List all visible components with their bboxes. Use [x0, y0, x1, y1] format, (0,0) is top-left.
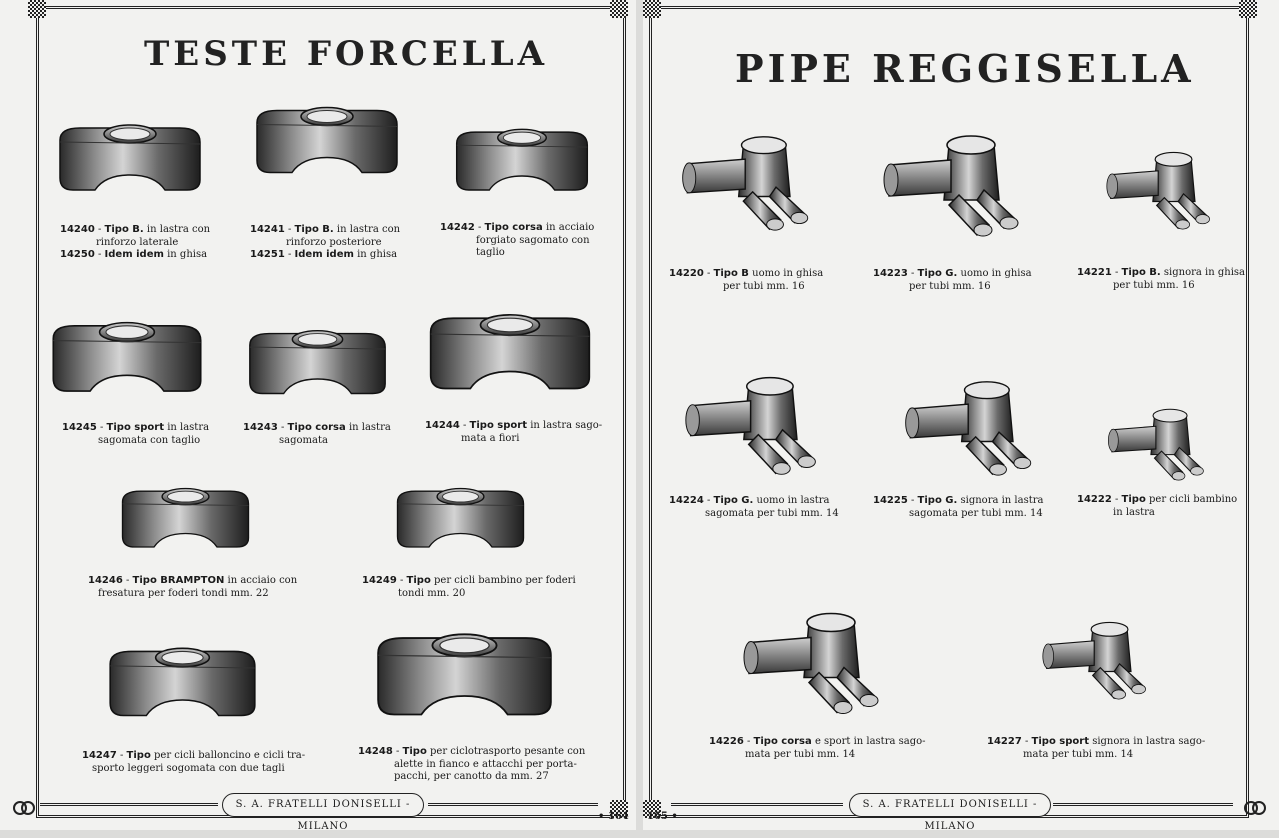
item-caption: 14222 - Tipo per cicli bambino in lastra [1077, 494, 1238, 518]
item-desc: per cicli bambino per foderi [434, 575, 576, 586]
item-desc: per cicli bambino [1149, 494, 1238, 505]
item-caption: 14242 - Tipo corsa in acciaio forgiato sagomato con taglio [440, 222, 595, 258]
item-desc: in acciaio [545, 222, 595, 233]
item-desc-line: sagomata per tubi mm. 14 [705, 507, 839, 519]
footer-rule [671, 803, 843, 806]
item-desc-line: sagomata [279, 434, 328, 446]
item-code: 14248 [358, 746, 393, 757]
item-name: Tipo B [713, 268, 749, 279]
item-desc-line: alette in fianco e attacchi per porta- [394, 758, 577, 770]
fork-crown-image [245, 322, 390, 412]
fork-crown-image [55, 120, 205, 210]
item-caption: 14241 - Tipo B. in lastra con rinforzo posteriore 14251 - Idem idem in ghisa [250, 224, 401, 260]
item-desc-line: sporto leggeri sogomata con due tagli [92, 762, 285, 774]
item-code: 14250 [60, 249, 95, 260]
item-name: Tipo B. [104, 224, 144, 235]
item-desc: in ghisa [167, 249, 208, 260]
item-desc: in lastra con [336, 224, 401, 235]
seat-lug-image [739, 605, 889, 725]
item-code: 14226 [709, 736, 744, 747]
item-name: Tipo sport [469, 420, 527, 431]
publisher-footer: S. A. FRATELLI DONISELLI - MILANO [849, 793, 1051, 817]
item-name: Tipo sport [106, 422, 164, 433]
item-name: Tipo G. [917, 495, 958, 506]
item-name: Tipo [406, 575, 431, 586]
item-name: Tipo corsa [287, 422, 346, 433]
footer-rule [1053, 803, 1233, 806]
item-caption: 14245 - Tipo sport in lastra sagomata con taglio [62, 422, 210, 446]
fork-crown-image [372, 625, 557, 735]
item-name: Tipo corsa [484, 222, 543, 233]
item-desc-line: mata per tubi mm. 14 [745, 748, 856, 760]
item-desc: in acciaio con [227, 575, 298, 586]
item-caption: 14223 - Tipo G. uomo in ghisa per tubi mm. 16 [873, 268, 1032, 292]
corner-ornament [643, 0, 661, 18]
item-caption: 14247 - Tipo per cicli balloncino e cicli tra- sporto leggeri sogomata con due tagli [82, 750, 306, 774]
item-desc-line: per tubi mm. 16 [723, 280, 805, 292]
item-desc-line: taglio [476, 247, 505, 258]
item-desc: per ciclotrasporto pesante con [430, 746, 586, 757]
item-name: Idem idem [104, 249, 164, 260]
item-caption: 14248 - Tipo per ciclotrasporto pesante con alette in fianco e attacchi per porta- pacchi, per canotto da mm. 27 [358, 746, 586, 782]
fork-crown-image [252, 95, 402, 195]
item-code: 14224 [669, 495, 704, 506]
publisher-footer: S. A. FRATELLI DONISELLI - MILANO [222, 793, 424, 817]
seat-lug-image [1039, 600, 1154, 725]
item-desc: in lastra sago- [530, 420, 603, 431]
item-code: 14240 [60, 224, 95, 235]
item-code: 14243 [243, 422, 278, 433]
corner-ornament [1239, 0, 1257, 18]
page-number: • 164 [598, 811, 629, 822]
item-code: 14221 [1077, 267, 1112, 278]
page-title: PIPE REGGISELLA [735, 46, 1195, 91]
fork-crown-image [48, 312, 206, 412]
page-title: TESTE FORCELLA [144, 34, 549, 74]
item-code: 14222 [1077, 494, 1112, 505]
item-desc-line: tondi mm. 20 [398, 587, 466, 599]
item-caption: 14243 - Tipo corsa in lastra sagomata [243, 422, 391, 446]
item-caption: 14227 - Tipo sport signora in lastra sago- mata per tubi mm. 14 [987, 736, 1206, 760]
item-desc-line: in lastra [1113, 506, 1155, 518]
fork-crown-image [425, 302, 595, 412]
item-caption: 14240 - Tipo B. in lastra con rinforzo laterale 14250 - Idem idem in ghisa [60, 224, 211, 260]
item-caption: 14226 - Tipo corsa e sport in lastra sago- mata per tubi mm. 14 [709, 736, 926, 760]
item-name: Tipo G. [917, 268, 958, 279]
seat-lug-image [1098, 405, 1218, 485]
item-code: 14247 [82, 750, 117, 761]
item-desc-line: per tubi mm. 16 [909, 280, 991, 292]
item-caption: 14221 - Tipo B. signora in ghisa per tubi mm. 16 [1077, 267, 1245, 291]
corner-ornament [28, 0, 46, 18]
item-code: 14225 [873, 495, 908, 506]
fork-crown-image [118, 475, 253, 570]
item-desc: per cicli balloncino e cicli tra- [154, 750, 306, 761]
item-name: Tipo B. [294, 224, 334, 235]
item-desc-line: rinforzo posteriore [286, 236, 382, 248]
item-desc-line: mata per tubi mm. 14 [1023, 748, 1134, 760]
item-desc-line: sagomata con taglio [98, 434, 201, 446]
right-catalog-page [643, 0, 1279, 830]
page-number: 165 • [647, 811, 678, 822]
item-desc-line: mata a fiori [461, 432, 520, 444]
item-desc-line: forgiato sagomato con [476, 234, 590, 246]
item-desc-line: rinforzo laterale [96, 236, 179, 248]
seat-lug-image [678, 125, 818, 245]
item-code: 14223 [873, 268, 908, 279]
item-name: Tipo [402, 746, 427, 757]
item-desc: e sport in lastra sago- [814, 736, 926, 747]
item-desc: uomo in ghisa [960, 268, 1032, 279]
item-name: Tipo B. [1121, 267, 1161, 278]
item-desc: in ghisa [357, 249, 398, 260]
item-desc-line: pacchi, per canotto da mm. 27 [394, 771, 549, 782]
seat-lug-image [879, 130, 1029, 245]
item-caption: 14249 - Tipo per cicli bambino per foderi tondi mm. 20 [362, 575, 576, 599]
item-caption: 14244 - Tipo sport in lastra sago- mata a fiori [425, 420, 603, 444]
item-caption: 14225 - Tipo G. signora in lastra sagomata per tubi mm. 14 [873, 495, 1044, 519]
fork-crown-image [105, 632, 260, 742]
item-name: Tipo sport [1031, 736, 1089, 747]
publisher-emblem-icon [1243, 796, 1267, 820]
item-desc-line: sagomata per tubi mm. 14 [909, 507, 1043, 519]
footer-rule [428, 803, 598, 806]
item-name: Tipo corsa [753, 736, 812, 747]
item-name: Tipo [1121, 494, 1146, 505]
item-code: 14242 [440, 222, 475, 233]
fork-crown-image [393, 475, 528, 570]
item-code: 14245 [62, 422, 97, 433]
fork-crown-image [452, 122, 592, 207]
seat-lug-image [681, 370, 826, 485]
seat-lug-image [1103, 140, 1218, 245]
item-desc: signora in lastra sago- [1092, 736, 1206, 747]
item-code: 14227 [987, 736, 1022, 747]
item-code: 14220 [669, 268, 704, 279]
item-desc: uomo in ghisa [752, 268, 824, 279]
corner-ornament [610, 0, 628, 18]
item-caption: 14220 - Tipo B uomo in ghisa per tubi mm. 16 [669, 268, 824, 292]
item-desc: in lastra [348, 422, 391, 433]
item-name: Tipo BRAMPTON [132, 575, 225, 586]
item-desc: signora in ghisa [1163, 267, 1245, 278]
item-desc: signora in lastra [960, 495, 1044, 506]
item-caption: 14246 - Tipo BRAMPTON in acciaio con fresatura per foderi tondi mm. 22 [88, 575, 298, 599]
item-code: 14246 [88, 575, 123, 586]
footer-rule [40, 803, 218, 806]
seat-lug-image [901, 375, 1041, 485]
item-name: Idem idem [294, 249, 354, 260]
item-code: 14244 [425, 420, 460, 431]
item-name: Tipo G. [713, 495, 754, 506]
item-code: 14241 [250, 224, 285, 235]
left-catalog-page [0, 0, 636, 830]
item-code: 14249 [362, 575, 397, 586]
item-desc: in lastra con [146, 224, 211, 235]
item-desc-line: fresatura per foderi tondi mm. 22 [98, 587, 269, 599]
item-desc-line: per tubi mm. 16 [1113, 279, 1195, 291]
item-code: 14251 [250, 249, 285, 260]
item-name: Tipo [126, 750, 151, 761]
publisher-emblem-icon [12, 796, 36, 820]
item-desc: uomo in lastra [756, 495, 830, 506]
item-desc: in lastra [167, 422, 210, 433]
item-caption: 14224 - Tipo G. uomo in lastra sagomata per tubi mm. 14 [669, 495, 839, 519]
